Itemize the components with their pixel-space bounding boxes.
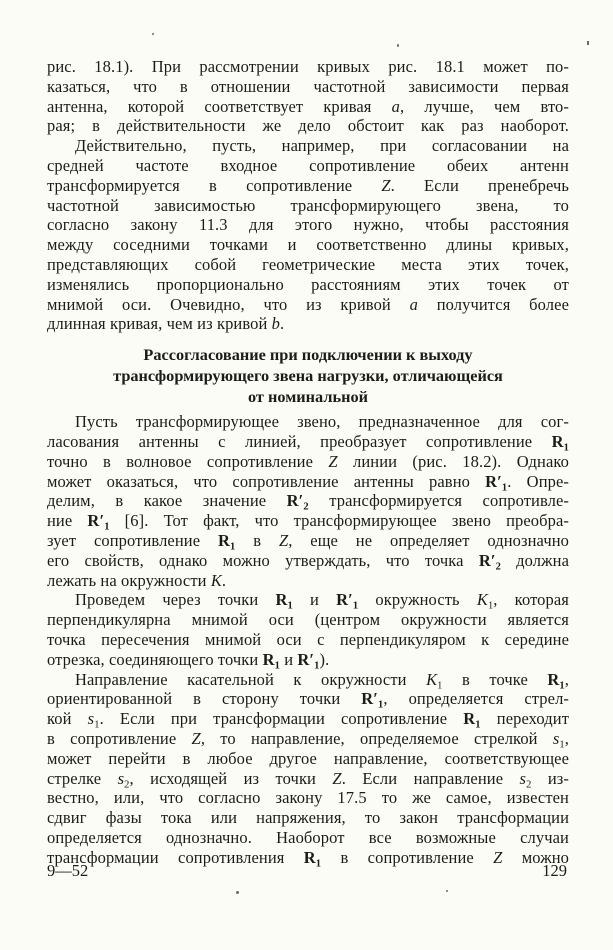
text-line: между соседними точками и соответственно длины кривых,: [47, 235, 569, 255]
math-symbol: K: [476, 590, 488, 610]
text-line: средней частоте входное сопротивление обеих антенн: [47, 155, 569, 175]
math-symbol: R: [463, 709, 476, 729]
footer: [47, 861, 567, 881]
text-line: мнимой оси. Очевидно, что из кривой a получится более: [47, 294, 569, 314]
math-symbol: Z: [328, 451, 338, 471]
paragraph: [47, 136, 569, 334]
text-line: Пусть трансформирующее звено, предназначенное для сог-: [75, 412, 569, 432]
math-symbol: R: [262, 649, 275, 669]
math-symbol: R′: [297, 649, 315, 669]
page-number: 129: [542, 861, 567, 880]
scan-speck: [446, 890, 448, 892]
text-line: длинная кривая, чем из кривой b.: [47, 314, 285, 334]
text-line: Рассогласование при подключении к выходу: [143, 345, 473, 365]
text-line: точно в волновое сопротивление Z линии (рис. 18.2). Однако: [47, 451, 569, 471]
text-column: [47, 57, 570, 870]
math-symbol: R′: [485, 471, 502, 491]
math-symbol: 1: [352, 600, 359, 612]
math-symbol: 1: [104, 521, 110, 533]
text-line: согласно закону 11.3 для этого нужно, чтобы расстояния: [47, 215, 569, 235]
text-line: может перейти в любое другое направление, соответствующее: [47, 748, 569, 768]
math-symbol: Z: [493, 847, 503, 867]
text-line: рая; в действительности же дело обстоит как раз наоборот.: [47, 116, 569, 136]
math-symbol: R: [551, 431, 564, 451]
text-line: трансформируется в сопротивление Z. Если пренебречь: [47, 175, 569, 195]
math-symbol: 2: [303, 501, 309, 513]
math-symbol: s: [519, 768, 527, 788]
text-line: от номинальной: [248, 387, 368, 407]
math-symbol: R′: [478, 550, 496, 570]
text-line: лежать на окружности K.: [47, 570, 227, 590]
math-symbol: K: [210, 570, 222, 590]
math-symbol: 1: [475, 719, 481, 731]
math-symbol: 2: [526, 779, 532, 790]
math-symbol: R′: [87, 511, 105, 531]
paragraph: [47, 57, 569, 136]
text-line: трансформации сопротивления $R_1$ в сопротивление Z можно: [47, 847, 569, 870]
math-symbol: 2: [124, 779, 130, 790]
math-symbol: Z: [332, 768, 342, 788]
text-line: перпендикулярна мнимой оси (центром окружности является: [47, 610, 569, 630]
signature-mark: 9—52: [47, 861, 89, 880]
math-symbol: 1: [559, 680, 565, 692]
math-symbol: a: [409, 294, 418, 314]
text-line: частотной зависимостью трансформирующего звена, то: [47, 195, 569, 215]
text-line: делим, в какое значение $R'_2$ трансформируется сопротивле-: [47, 491, 569, 513]
math-symbol: 1: [230, 541, 236, 553]
math-symbol: 1: [314, 660, 320, 672]
paragraph: [47, 412, 569, 590]
text-line: трансформирующего звена нагрузки, отличающейся: [113, 366, 503, 386]
paragraph: [47, 670, 569, 868]
scan-speck: [397, 44, 399, 47]
math-symbol: 1: [563, 442, 569, 454]
text-line: стрелке $s_2$, исходящей из точки Z. Если направление $s_2$ из-: [47, 768, 569, 790]
math-symbol: R: [217, 530, 230, 550]
text-line: определяется однозначно. Наоборот все возможные случаи: [47, 827, 569, 847]
text-line: антенна, которой соответствует кривая a, лучше, чем вто-: [47, 96, 569, 116]
math-symbol: 1: [559, 739, 565, 751]
text-line: кой $s_1$. Если при трансформации сопротивление $R_1$ переходит: [47, 709, 570, 731]
scan-speck: [587, 41, 589, 45]
math-symbol: K: [426, 669, 438, 689]
math-symbol: R: [303, 847, 316, 867]
math-symbol: 1: [274, 660, 280, 672]
math-symbol: 1: [287, 600, 293, 612]
math-symbol: s: [552, 728, 560, 748]
text-line: вестно, или, что согласно закону 17.5 то же самое, известен: [47, 788, 569, 808]
math-symbol: Z: [191, 728, 201, 748]
scan-speck: [236, 891, 239, 894]
section-heading: [47, 344, 569, 407]
math-symbol: 1: [437, 680, 443, 692]
math-symbol: Z: [381, 175, 391, 195]
math-symbol: R′: [336, 590, 353, 610]
text-line: ние $R'_1$ [6]. Тот факт, что трансформирующее звено преобра-: [47, 511, 569, 533]
text-line: казаться, что в отношении частотной зависимости первая: [47, 76, 569, 96]
math-symbol: 1: [315, 858, 322, 870]
math-symbol: Z: [278, 530, 289, 550]
text-line: представляющих собой геометрические места этих точек,: [47, 254, 569, 274]
text-line: изменялись пропорционально расстояниям этих точек от: [47, 274, 569, 294]
text-line: ласования антенны с линией, преобразует сопротивление $R_1$: [47, 431, 569, 454]
math-symbol: s: [117, 768, 125, 788]
text-line: Направление касательной к окружности $K_1$ в точке $R_1$,: [75, 669, 570, 692]
text-line: его свойств, однако можно утверждать, что точка $R'_2$ должна: [47, 550, 569, 573]
scan-speck: [152, 33, 154, 35]
math-symbol: a: [391, 96, 400, 116]
text-line: рис. 18.1). При рассмотрении кривых рис. 18.1 может по-: [47, 57, 569, 76]
text-line: может оказаться, что сопротивление антенны равно $R'_1$. Опре-: [47, 471, 569, 494]
paragraph: [47, 590, 569, 672]
text-line: Действительно, пусть, например, при согласовании на: [75, 136, 569, 156]
text-line: в сопротивление Z, то направление, определяемое стрелкой $s_1$,: [47, 728, 569, 751]
math-symbol: R′: [286, 491, 304, 511]
text-line: отрезка, соединяющего точки $R_1$ и $R'_1$).: [47, 649, 330, 672]
math-symbol: s: [87, 709, 95, 729]
math-symbol: 1: [501, 482, 508, 494]
math-symbol: R: [547, 669, 560, 689]
math-symbol: 1: [94, 719, 100, 731]
text-line: точка пересечения мнимой оси с перпендикуляром к середине: [47, 629, 569, 649]
math-symbol: 1: [487, 600, 494, 612]
text-line: зует сопротивление $R_1$ в Z, еще не определяет однозначно: [47, 530, 569, 553]
math-symbol: b: [271, 314, 280, 334]
text-line: ориентированной в сторону точки $R'_1$, определяется стрел-: [47, 689, 570, 711]
math-symbol: R: [275, 590, 288, 610]
math-symbol: R′: [361, 689, 379, 709]
text-line: Проведем через точки $R_1$ и $R'_1$ окружность $K_1$, которая: [75, 590, 569, 612]
math-symbol: 1: [378, 699, 384, 711]
math-symbol: 2: [495, 561, 501, 573]
text-line: сдвиг фазы тока или напряжения, то закон трансформации: [47, 808, 569, 828]
